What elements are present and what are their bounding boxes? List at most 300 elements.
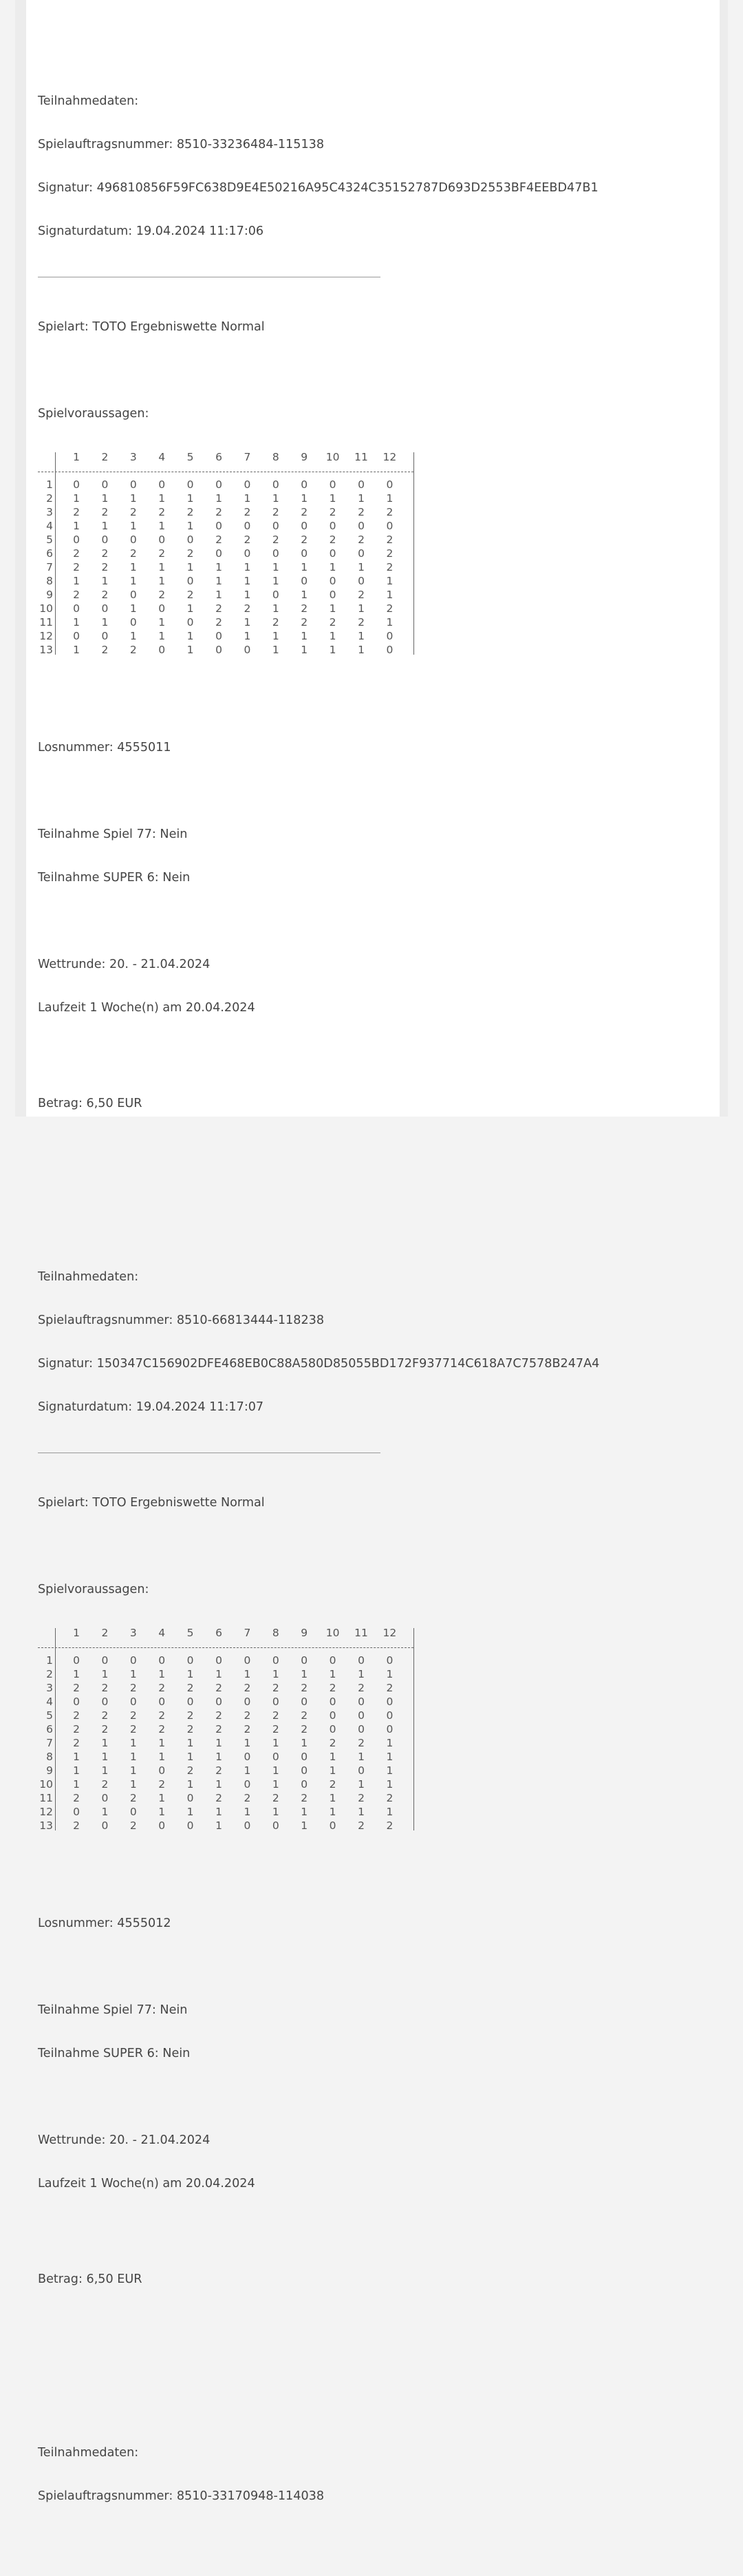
grid-cell: 2 <box>386 534 394 546</box>
grid-cell: 1 <box>301 644 308 656</box>
betrag: Betrag: 6,50 EUR <box>38 2272 142 2286</box>
grid-cell: 0 <box>186 1654 194 1667</box>
grid-column-header: 6 <box>215 1627 222 1639</box>
grid-cell: 0 <box>73 602 80 615</box>
teilnahme-spiel77: Teilnahme Spiel 77: Nein <box>38 827 188 841</box>
grid-cell: 0 <box>329 520 336 532</box>
grid-cell: 1 <box>73 1764 80 1777</box>
grid-cell: 0 <box>186 616 194 629</box>
grid-cell: 2 <box>386 1819 394 1832</box>
grid-column-header: 12 <box>383 451 397 463</box>
grid-column-header: 10 <box>325 451 340 463</box>
grid-row-number: 11 <box>39 1792 53 1804</box>
grid-cell: 2 <box>158 589 166 601</box>
grid-cell: 1 <box>272 1668 279 1680</box>
grid-cell: 1 <box>358 602 365 615</box>
grid-cell: 0 <box>158 1764 166 1777</box>
grid-cell: 1 <box>301 492 308 505</box>
grid-cell: 2 <box>244 1682 251 1694</box>
grid-cell: 1 <box>272 1737 279 1749</box>
grid-cell: 2 <box>73 1819 80 1832</box>
grid-cell: 2 <box>215 1682 222 1694</box>
grid-cell: 0 <box>244 1751 251 1763</box>
grid-cell: 1 <box>215 1819 222 1832</box>
grid-cell: 0 <box>129 1696 137 1708</box>
grid-cell: 2 <box>386 1792 394 1804</box>
grid-cell: 2 <box>244 534 251 546</box>
grid-cell: 0 <box>301 520 308 532</box>
grid-cell: 1 <box>158 630 166 642</box>
grid-cell: 1 <box>244 1737 251 1749</box>
grid-cell: 0 <box>158 644 166 656</box>
grid-cell: 2 <box>101 1723 109 1735</box>
wettrunde: Wettrunde: 20. - 21.04.2024 <box>38 2133 211 2147</box>
grid-row-number: 1 <box>46 478 53 491</box>
grid-separator <box>38 464 423 478</box>
grid-cell: 1 <box>301 1668 308 1680</box>
grid-cell: 0 <box>73 534 80 546</box>
grid-row-number: 3 <box>46 1682 53 1694</box>
grid-cell: 0 <box>101 478 109 491</box>
grid-cell: 1 <box>101 1806 109 1818</box>
grid-cell: 0 <box>329 478 336 491</box>
page-background <box>15 0 728 2503</box>
grid-row-number: 9 <box>46 1764 53 1777</box>
grid-cell: 0 <box>101 1654 109 1667</box>
grid-cell: 0 <box>272 1696 279 1708</box>
grid-cell: 0 <box>329 547 336 560</box>
grid-cell: 0 <box>244 1654 251 1667</box>
grid-cell: 1 <box>329 630 336 642</box>
grid-cell: 2 <box>244 602 251 615</box>
grid-cell: 2 <box>129 1792 137 1804</box>
grid-cell: 1 <box>158 616 166 629</box>
grid-row <box>38 1791 423 1805</box>
grid-cell: 2 <box>358 534 365 546</box>
grid-cell: 0 <box>329 1654 336 1667</box>
grid-row <box>38 1722 423 1736</box>
grid-row-number: 2 <box>46 1668 53 1680</box>
grid-cell: 0 <box>158 534 166 546</box>
grid-cell: 2 <box>272 1709 279 1722</box>
grid-cell: 2 <box>215 602 222 615</box>
grid-column-header: 2 <box>101 451 109 463</box>
grid-cell: 2 <box>129 547 137 560</box>
grid-cell: 2 <box>129 1682 137 1694</box>
auftragsnummer: Spielauftragsnummer: 8510-66813444-118238 <box>38 1313 325 1327</box>
grid-row-number: 3 <box>46 506 53 518</box>
grid-cell: 1 <box>101 1751 109 1763</box>
grid-cell: 1 <box>101 575 109 587</box>
grid-cell: 2 <box>215 506 222 518</box>
grid-cell: 0 <box>158 1819 166 1832</box>
grid-cell: 1 <box>129 1737 137 1749</box>
grid-cell: 2 <box>301 1792 308 1804</box>
teilnahme-spiel77: Teilnahme Spiel 77: Nein <box>38 2003 188 2017</box>
grid-cell: 1 <box>73 492 80 505</box>
grid-cell: 2 <box>358 1737 365 1749</box>
grid-cell: 1 <box>329 492 336 505</box>
grid-cell: 2 <box>101 1682 109 1694</box>
grid-column-header: 8 <box>272 1627 279 1639</box>
grid-row <box>38 505 423 519</box>
grid-cell: 0 <box>244 1696 251 1708</box>
ticket-entry <box>38 1241 720 2359</box>
grid-cell: 1 <box>73 520 80 532</box>
grid-cell: 0 <box>129 616 137 629</box>
grid-cell: 2 <box>158 506 166 518</box>
grid-cell: 1 <box>129 575 137 587</box>
grid-cell: 0 <box>386 644 394 656</box>
grid-row-number: 1 <box>46 1654 53 1667</box>
grid-cell: 0 <box>272 478 279 491</box>
grid-cell: 2 <box>215 616 222 629</box>
grid-row-number: 6 <box>46 547 53 560</box>
grid-cell: 0 <box>215 547 222 560</box>
grid-cell: 2 <box>73 1682 80 1694</box>
grid-cell: 1 <box>386 1778 394 1791</box>
grid-cell: 2 <box>186 547 194 560</box>
grid-cell: 1 <box>186 602 194 615</box>
grid-cell: 2 <box>358 589 365 601</box>
grid-cell: 0 <box>272 1751 279 1763</box>
grid-cell: 1 <box>101 492 109 505</box>
grid-column-header: 11 <box>354 451 368 463</box>
grid-cell: 0 <box>329 1696 336 1708</box>
grid-cell: 1 <box>272 630 279 642</box>
grid-header <box>38 450 423 464</box>
grid-cell: 1 <box>301 561 308 573</box>
teilnahme-super6: Teilnahme SUPER 6: Nein <box>38 871 191 885</box>
grid-cell: 0 <box>129 589 137 601</box>
grid-cell: 0 <box>329 1709 336 1722</box>
grid-column-header: 5 <box>186 1627 194 1639</box>
grid-cell: 0 <box>329 1819 336 1832</box>
grid-cell: 0 <box>301 547 308 560</box>
grid-cell: 1 <box>386 1764 394 1777</box>
grid-cell: 2 <box>73 1723 80 1735</box>
grid-cell: 0 <box>329 589 336 601</box>
grid-cell: 2 <box>186 506 194 518</box>
grid-cell: 1 <box>244 492 251 505</box>
grid-cell: 0 <box>329 1723 336 1735</box>
grid-cell: 0 <box>358 575 365 587</box>
grid-cell: 0 <box>358 1696 365 1708</box>
grid-cell: 0 <box>158 478 166 491</box>
email-body <box>26 0 720 2503</box>
betrag: Betrag: 6,50 EUR <box>38 1097 142 1110</box>
grid-cell: 1 <box>215 1668 222 1680</box>
grid-cell: 1 <box>101 616 109 629</box>
grid-cell: 1 <box>101 1764 109 1777</box>
grid-row-number: 5 <box>46 1709 53 1722</box>
grid-cell: 1 <box>329 602 336 615</box>
grid-cell: 1 <box>73 1668 80 1680</box>
grid-cell: 2 <box>386 1682 394 1694</box>
grid-cell: 0 <box>158 1696 166 1708</box>
signaturdatum: Signaturdatum: 19.04.2024 11:17:06 <box>38 224 264 238</box>
grid-row-number: 9 <box>46 589 53 601</box>
grid-cell: 0 <box>215 1696 222 1708</box>
grid-row <box>38 547 423 560</box>
grid-cell: 1 <box>386 589 394 601</box>
grid-cell: 1 <box>244 561 251 573</box>
grid-cell: 0 <box>386 1696 394 1708</box>
grid-cell: 0 <box>386 1709 394 1722</box>
grid-cell: 1 <box>358 1778 365 1791</box>
grid-cell: 0 <box>386 1723 394 1735</box>
laufzeit: Laufzeit 1 Woche(n) am 20.04.2024 <box>38 1001 255 1015</box>
grid-cell: 1 <box>272 492 279 505</box>
grid-cell: 1 <box>215 575 222 587</box>
grid-cell: 1 <box>186 492 194 505</box>
grid-cell: 0 <box>215 1654 222 1667</box>
grid-cell: 0 <box>301 1778 308 1791</box>
grid-row <box>38 574 423 588</box>
grid-row <box>38 1805 423 1819</box>
grid-cell: 2 <box>101 561 109 573</box>
grid-cell: 1 <box>301 1806 308 1818</box>
grid-cell: 2 <box>101 1778 109 1791</box>
grid-cell: 2 <box>301 1709 308 1722</box>
grid-cell: 2 <box>215 1792 222 1804</box>
grid-cell: 1 <box>358 630 365 642</box>
grid-cell: 2 <box>101 1709 109 1722</box>
grid-cell: 1 <box>386 492 394 505</box>
grid-cell: 2 <box>272 616 279 629</box>
grid-cell: 1 <box>101 1737 109 1749</box>
grid-cell: 2 <box>272 1723 279 1735</box>
grid-cell: 1 <box>215 589 222 601</box>
grid-cell: 1 <box>186 1806 194 1818</box>
grid-cell: 2 <box>73 547 80 560</box>
grid-cell: 1 <box>329 1792 336 1804</box>
grid-cell: 1 <box>329 561 336 573</box>
grid-cell: 1 <box>244 630 251 642</box>
spielart: Spielart: TOTO Ergebniswette Normal <box>38 1496 265 1510</box>
grid-cell: 2 <box>272 1792 279 1804</box>
grid-cell: 0 <box>386 1654 394 1667</box>
grid-row <box>38 588 423 602</box>
grid-cell: 0 <box>158 1654 166 1667</box>
grid-cell: 1 <box>129 561 137 573</box>
grid-cell: 1 <box>386 575 394 587</box>
grid-cell: 0 <box>329 575 336 587</box>
grid-cell: 1 <box>158 575 166 587</box>
grid-cell: 1 <box>73 575 80 587</box>
grid-cell: 0 <box>129 1654 137 1667</box>
grid-column-header: 9 <box>301 1627 308 1639</box>
grid-cell: 2 <box>329 506 336 518</box>
grid-cell: 1 <box>73 1778 80 1791</box>
grid-cell: 1 <box>129 630 137 642</box>
auftragsnummer: Spielauftragsnummer: 8510-33170948-114038 <box>38 2489 325 2503</box>
grid-cell: 1 <box>244 1668 251 1680</box>
grid-cell: 0 <box>215 478 222 491</box>
grid-cell: 1 <box>215 1806 222 1818</box>
grid-cell: 1 <box>386 1737 394 1749</box>
grid-cell: 0 <box>129 478 137 491</box>
grid-row <box>38 560 423 574</box>
grid-right-border <box>413 1628 414 1830</box>
grid-cell: 1 <box>272 602 279 615</box>
grid-cell: 1 <box>215 561 222 573</box>
grid-cell: 2 <box>73 506 80 518</box>
grid-row-number: 4 <box>46 520 53 532</box>
grid-cell: 1 <box>129 1778 137 1791</box>
grid-row <box>38 602 423 615</box>
grid-cell: 1 <box>73 644 80 656</box>
grid-cell: 1 <box>358 561 365 573</box>
prediction-grid <box>38 1626 423 1833</box>
grid-cell: 2 <box>272 534 279 546</box>
grid-cell: 2 <box>386 561 394 573</box>
grid-cell: 1 <box>186 644 194 656</box>
grid-cell: 0 <box>101 534 109 546</box>
grid-cell: 2 <box>215 1764 222 1777</box>
grid-row-number: 8 <box>46 575 53 587</box>
grid-cell: 2 <box>186 1723 194 1735</box>
grid-cell: 2 <box>301 534 308 546</box>
wettrunde: Wettrunde: 20. - 21.04.2024 <box>38 958 211 971</box>
grid-cell: 1 <box>358 1751 365 1763</box>
grid-row-number: 7 <box>46 1737 53 1749</box>
grid-column-header: 3 <box>129 1627 137 1639</box>
signatur: Signatur: 496810856F59FC638D9E4E50216A95C4324C35152787D693D2553BF4EEBD47B1 <box>38 181 599 195</box>
grid-row <box>38 1654 423 1667</box>
grid-right-border <box>413 452 414 655</box>
ticket-list <box>38 8 720 2576</box>
grid-cell: 1 <box>358 492 365 505</box>
grid-row <box>38 1709 423 1722</box>
auftragsnummer: Spielauftragsnummer: 8510-33236484-115138 <box>38 138 325 151</box>
grid-cell: 1 <box>158 1792 166 1804</box>
grid-cell: 1 <box>215 1778 222 1791</box>
grid-cell: 2 <box>101 506 109 518</box>
grid-cell: 1 <box>386 616 394 629</box>
grid-cell: 0 <box>101 1696 109 1708</box>
grid-cell: 0 <box>158 602 166 615</box>
grid-cell: 0 <box>301 1764 308 1777</box>
grid-cell: 2 <box>73 1792 80 1804</box>
grid-cell: 2 <box>186 1682 194 1694</box>
grid-cell: 0 <box>73 630 80 642</box>
grid-cell: 2 <box>158 1709 166 1722</box>
grid-cell: 1 <box>158 561 166 573</box>
grid-cell: 0 <box>358 1764 365 1777</box>
grid-cell: 1 <box>301 1819 308 1832</box>
grid-cell: 0 <box>301 575 308 587</box>
grid-cell: 2 <box>358 1792 365 1804</box>
ticket-entry <box>38 65 720 1183</box>
grid-cell: 1 <box>158 520 166 532</box>
grid-row <box>38 492 423 505</box>
grid-cell: 0 <box>358 1709 365 1722</box>
grid-cell: 0 <box>101 630 109 642</box>
grid-cell: 0 <box>101 1792 109 1804</box>
grid-cell: 2 <box>101 644 109 656</box>
grid-row <box>38 478 423 492</box>
grid-cell: 0 <box>272 1654 279 1667</box>
grid-cell: 2 <box>386 602 394 615</box>
grid-cell: 2 <box>73 1737 80 1749</box>
laufzeit: Laufzeit 1 Woche(n) am 20.04.2024 <box>38 2177 255 2190</box>
grid-cell: 1 <box>358 1806 365 1818</box>
grid-left-border <box>55 1628 56 1830</box>
grid-cell: 1 <box>101 520 109 532</box>
grid-cell: 0 <box>386 520 394 532</box>
grid-cell: 2 <box>186 1764 194 1777</box>
grid-row-number: 11 <box>39 616 53 629</box>
grid-cell: 2 <box>329 1737 336 1749</box>
losnummer: Losnummer: 4555011 <box>38 741 171 754</box>
grid-cell: 1 <box>186 630 194 642</box>
grid-cell: 2 <box>301 1723 308 1735</box>
grid-cell: 2 <box>129 506 137 518</box>
grid-dashes <box>38 1647 413 1648</box>
grid-cell: 0 <box>186 1792 194 1804</box>
grid-cell: 2 <box>329 616 336 629</box>
grid-cell: 0 <box>358 1723 365 1735</box>
grid-cell: 2 <box>73 589 80 601</box>
grid-cell: 0 <box>244 1819 251 1832</box>
teilnahme-super6: Teilnahme SUPER 6: Nein <box>38 2047 191 2060</box>
grid-column-header: 1 <box>73 451 80 463</box>
grid-cell: 2 <box>386 547 394 560</box>
grid-cell: 0 <box>244 478 251 491</box>
grid-cell: 2 <box>158 1778 166 1791</box>
grid-row-number: 13 <box>39 644 53 656</box>
grid-row-number: 10 <box>39 602 53 615</box>
voraussagen-label: Spielvoraussagen: <box>38 407 149 421</box>
grid-column-header: 12 <box>383 1627 397 1639</box>
grid-cell: 1 <box>186 1751 194 1763</box>
grid-cell: 0 <box>244 1778 251 1791</box>
grid-cell: 0 <box>186 1696 194 1708</box>
grid-cell: 0 <box>215 644 222 656</box>
grid-cell: 0 <box>272 1819 279 1832</box>
grid-cell: 0 <box>73 1806 80 1818</box>
losnummer: Losnummer: 4555012 <box>38 1917 171 1930</box>
grid-row-number: 12 <box>39 630 53 642</box>
grid-cell: 2 <box>73 561 80 573</box>
grid-cell: 0 <box>186 1819 194 1832</box>
spielart: Spielart: TOTO Ergebniswette Normal <box>38 320 265 334</box>
grid-cell: 0 <box>186 478 194 491</box>
grid-cell: 1 <box>244 616 251 629</box>
grid-cell: 2 <box>129 1709 137 1722</box>
grid-cell: 2 <box>73 1709 80 1722</box>
grid-cell: 1 <box>129 1764 137 1777</box>
grid-cell: 2 <box>358 1819 365 1832</box>
grid-cell: 2 <box>158 1723 166 1735</box>
grid-cell: 1 <box>186 1737 194 1749</box>
grid-cell: 1 <box>301 589 308 601</box>
grid-cell: 0 <box>244 547 251 560</box>
grid-cell: 2 <box>186 589 194 601</box>
grid-column-header: 5 <box>186 451 194 463</box>
grid-cell: 1 <box>101 1668 109 1680</box>
grid-separator <box>38 1640 423 1654</box>
grid-row <box>38 1750 423 1764</box>
grid-cell: 1 <box>186 520 194 532</box>
grid-row <box>38 1777 423 1791</box>
grid-row <box>38 1681 423 1695</box>
grid-cell: 0 <box>301 1751 308 1763</box>
grid-cell: 1 <box>158 1668 166 1680</box>
grid-cell: 1 <box>272 1806 279 1818</box>
grid-column-header: 7 <box>244 451 251 463</box>
